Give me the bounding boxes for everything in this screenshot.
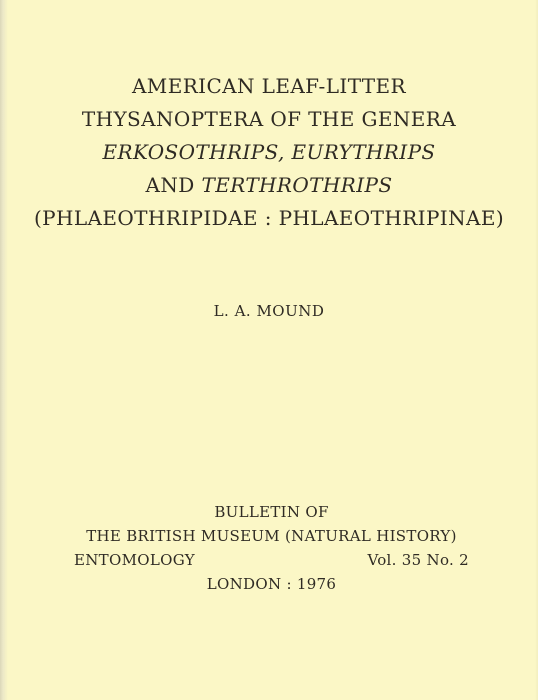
title-line-5-family: (PHLAEOTHRIPIDAE : PHLAEOTHRIPINAE) [33,206,505,230]
title-line-3-genera [0,136,538,169]
title-genera-names: ERKOSOTHRIPS, EURYTHRIPS [102,140,436,164]
section-name: ENTOMOLOGY [74,551,195,569]
title-genus-terthrothrips: TERTHROTHRIPS [201,173,393,197]
title-conjunction: AND [145,173,202,197]
publication-series [74,500,469,596]
title-line-1: AMERICAN LEAF-LITTER [131,74,407,98]
title-line-2: THYSANOPTERA OF THE GENERA [81,107,457,131]
author-name: L. A. MOUND [213,302,325,320]
museum-line: THE BRITISH MUSEUM (NATURAL HISTORY) [86,527,457,545]
volume-number: Vol. 35 No. 2 [367,551,469,569]
bulletin-line: BULLETIN OF [214,503,329,521]
section-volume-line [74,548,469,572]
cover-title [0,70,538,235]
publication-place-year: LONDON : 1976 [206,575,337,593]
title-line-4 [0,169,538,202]
